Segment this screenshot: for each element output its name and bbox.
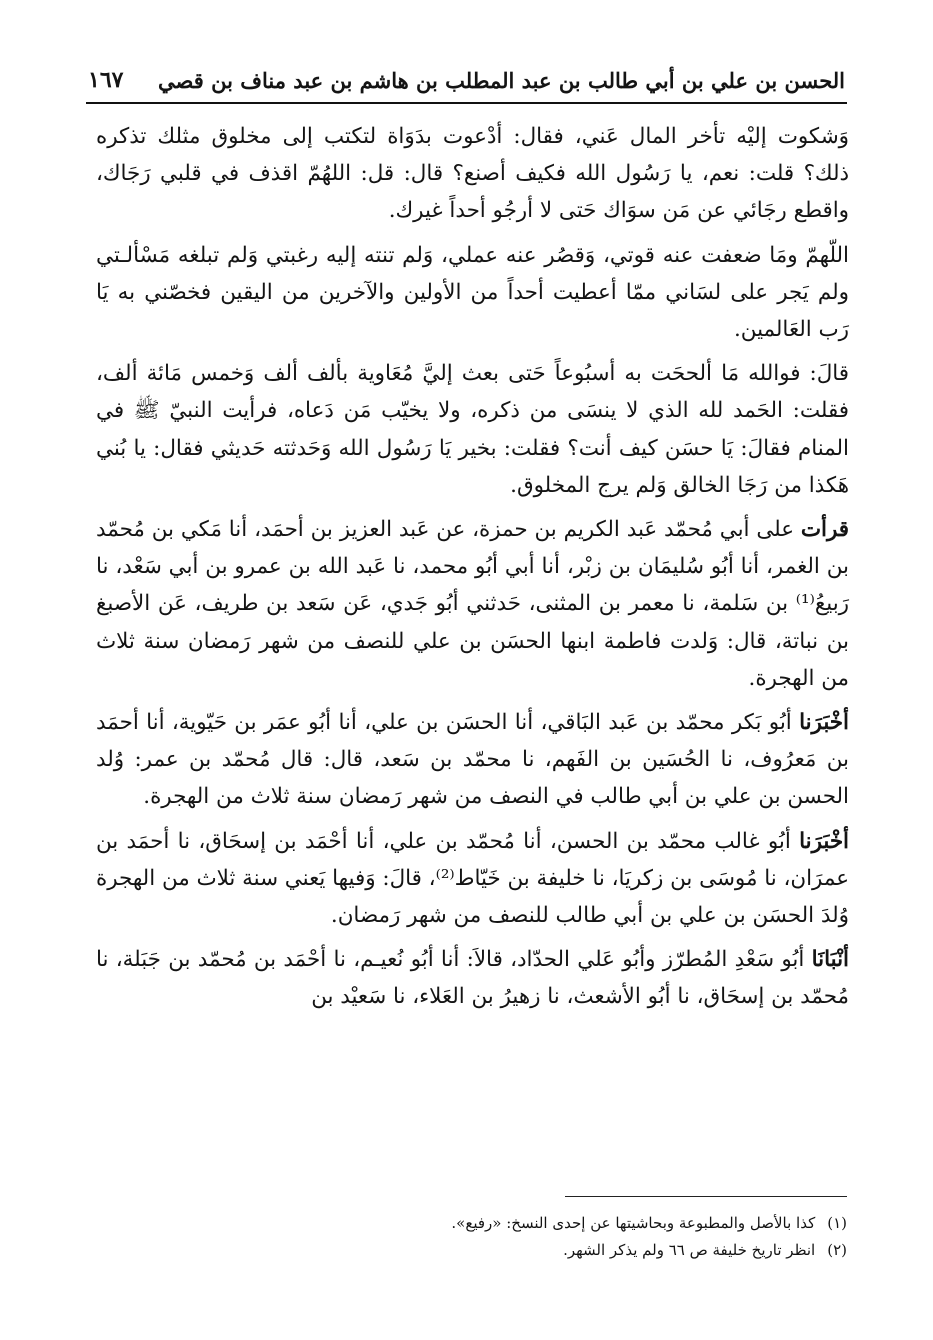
footnote-text: كذا بالأصل والمطبوعة وبحاشيتها عن إحدى النسخ: «رفيع». — [451, 1214, 816, 1232]
paragraph-lead: أخْبَرَنا — [799, 828, 849, 854]
paragraph-text: أبُو غالب محمّد بن الحسن، أنا مُحمّد بن علي، أنا أحْمَد بن إسحَاق، نا أحمَد بن عمرَان، نا مُوسَى بن زكريَا، نا خليفة بن خَيّاط⁽²⁾، قالَ: وَفيها يَعني سنة ثلاث من الهجرة وُلدَ الحسَن بن علي بن أبي طالب للنصف من شهر رَمضان. — [96, 828, 849, 929]
footnote-2 — [96, 1237, 847, 1264]
page-number: ١٦٧ — [88, 67, 124, 93]
running-header — [88, 60, 845, 100]
paragraph-lead: قرأت — [800, 517, 849, 543]
paragraph-text: اللّهمّ ومَا ضعفت عنه قوتي، وَقصُر عنه عملي، وَلم تنته إليه رغبتي وَلم تبلغه مَسْألـتي ولم يَجر على لسَاني ممّا أعطيت أحداً من الأولين والآخرين من اليقين فخصّني به يَا رَب العَالمين. — [96, 242, 849, 343]
footnotes — [96, 1210, 847, 1264]
main-text — [96, 118, 849, 1016]
paragraph-3 — [96, 355, 849, 504]
paragraph-7 — [96, 941, 849, 1015]
paragraph-lead: أنْبَانَا — [811, 947, 849, 973]
paragraph-4 — [96, 511, 849, 697]
paragraph-text: أبُو بَكر محمّد بن عَبد البَاقي، أنا الحسَن بن علي، أنا أبُو عمَر بن حَيّوية، أنا أحمَد بن مَعرُوف، نا الحُسَين بن الفَهم، نا محمّد بن سَعد، قال: قال مُحمّد بن عمر: وُلد الحسن بن علي بن أبي طالب في النصف من شهر رَمضان سنة ثلاث من الهجرة. — [96, 710, 849, 810]
paragraph-text: على أبي مُحمّد عَبد الكريم بن حمزة، عن عَبد العزيز بن أحمَد، أنا مَكي بن مُحمّد بن الغمر، أنا أبُو سُليمَان بن زبْر، أنا أبي أبُو محمد، نا عَبد الله بن عمرو بن أبي سَعْد، نا رَبيعُ⁽¹⁾ بن سَلمة، نا معمر بن المثنى، حَدثني أبُو جَدي، عَن سَعد بن طريف، عَن الأصبغ بن نباتة، قال: وَلدت فاطمة ابنها الحسَن بن علي للنصف من شهر رَمضان سنة ثلاث من الهجرة. — [96, 517, 849, 691]
paragraph-text: وَشكوت إليْه تأخر المال عَني، فقال: أدْعوت بدَوَاة لتكتب إلى مخلوق مثلك تذكره ذلك؟ قلت: نعم، يا رَسُول الله فكيف أصنع؟ قال: قل: اللهُمّ اقذف في قلبي رَجَاك، واقطع رجَائي عن مَن سوَاك حَتى لا أرجُو أحداً غيرك. — [96, 124, 849, 224]
paragraph-2 — [96, 237, 849, 349]
paragraph-6 — [96, 823, 849, 935]
paragraph-text: أبُو سَعْدِ المُطرّز وأبُو عَلي الحدّاد، قالاَ: أنا أبُو نُعيـم، نا أحْمَد بن مُحمّد بن جَبَلة، نا مُحمّد بن إسحَاق، نا أبُو الأشعث، نا زهيرُ بن العَلاء، نا سَعيْد بن — [96, 947, 849, 1010]
paragraph-5 — [96, 704, 849, 816]
header-divider — [86, 102, 847, 104]
footnote-divider — [565, 1196, 847, 1197]
footnote-text: انظر تاريخ خليفة ص ٦٦ ولم يذكر الشهر. — [563, 1241, 816, 1259]
footnote-1 — [96, 1210, 847, 1237]
paragraph-1 — [96, 118, 849, 230]
footnote-number: (١) — [827, 1214, 847, 1232]
paragraph-text: قالَ: فوالله مَا ألححَت به أسبُوعاً حَتى بعث إليَّ مُعَاوية بألف ألف وَخمس مَائة ألف، فقلت: الحَمد لله الذي لا ينسَى من ذكره، ولا يخيّب مَن دَعاه، فرأيت النبيّ ﷺ في المنام فقالَ: يَا حسَن كيف أنت؟ فقلت: بخير يَا رَسُول الله وَحَدثته حَديثي فقال: يا بُني هَكذا من رَجَا الخالق وَلم يرج المخلوق. — [96, 361, 849, 498]
paragraph-lead: أخْبَرَنا — [799, 710, 849, 736]
footnote-number: (٢) — [827, 1241, 847, 1259]
header-title: الحسن بن علي بن أبي طالب بن عبد المطلب بن هاشم بن عبد مناف بن قصي — [158, 67, 845, 93]
